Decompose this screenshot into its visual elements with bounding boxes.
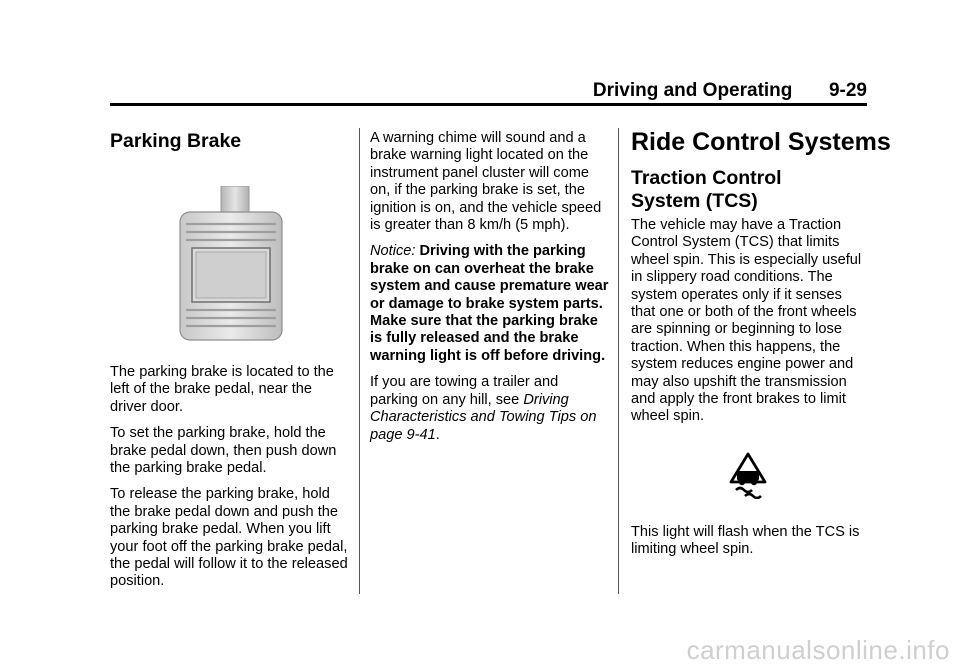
cross-reference-link[interactable]: Driving Characteristics and Towing Tips on page 9-41 — [370, 391, 597, 443]
watermark: carmanualsonline.info — [686, 635, 950, 665]
notice-text: Driving with the parking brake on can overheat the brake system and cause premature wear or damage to brake system parts. Make sure that the parking brake is fully released and the brake warning light is off before driving. — [370, 243, 609, 364]
right-column-footer-text — [631, 524, 869, 568]
notice-label: Notice: — [370, 243, 416, 260]
paragraph: To set the parking brake, hold the brake pedal down, then push down the parking brake pedal. — [110, 425, 337, 477]
traction-control-warning-icon — [728, 451, 768, 499]
notice-paragraph — [370, 243, 610, 365]
right-column-text — [631, 217, 869, 435]
paragraph: This light will flash when the TCS is limiting wheel spin. — [631, 524, 860, 558]
column-divider-2 — [618, 128, 619, 594]
parking-brake-illustration — [176, 186, 286, 342]
column-divider-1 — [359, 128, 360, 594]
paragraph — [370, 374, 610, 444]
left-column-text — [110, 364, 350, 600]
middle-column-text — [370, 130, 610, 453]
parking-brake-heading: Parking Brake — [110, 130, 242, 152]
header-title — [593, 80, 867, 102]
paragraph: The vehicle may have a Traction Control System (TCS) that limits wheel spin. This is especially useful in slippery road conditions. The system operates only if it senses that one or both of the front wheels are spinning or beginning to lose traction. When this happens, the system reduces engine power and may also upshift the transmission and apply the front brakes to limit wheel spin. — [631, 217, 862, 425]
paragraph: A warning chime will sound and a brake warning light located on the instrument panel cluster will come on, if the parking brake is set, the ignition is on, and the vehicle speed is greater than 8 km/h (5 mph). — [370, 130, 602, 234]
page-number: 9-29 — [828, 80, 867, 101]
paragraph: The parking brake is located to the left of the brake pedal, near the driver door. — [110, 364, 334, 415]
ride-control-heading: Ride Control Systems — [631, 128, 891, 156]
chapter-title: Driving and Operating — [592, 80, 793, 101]
parking-brake-pedal-icon — [176, 186, 286, 342]
paragraph: To release the parking brake, hold the brake pedal down and push the parking brake pedal. When you lift your foot off the parking brake pedal, the pedal will follow it to the released position. — [110, 486, 348, 590]
paragraph-end: . — [435, 426, 440, 443]
tcs-heading: Traction Control System (TCS) — [631, 167, 782, 212]
paragraph-lead: If you are towing a trailer and parking on any hill, see — [370, 374, 559, 408]
header-rule — [110, 103, 867, 106]
tcs-icon-wrapper — [728, 451, 768, 499]
